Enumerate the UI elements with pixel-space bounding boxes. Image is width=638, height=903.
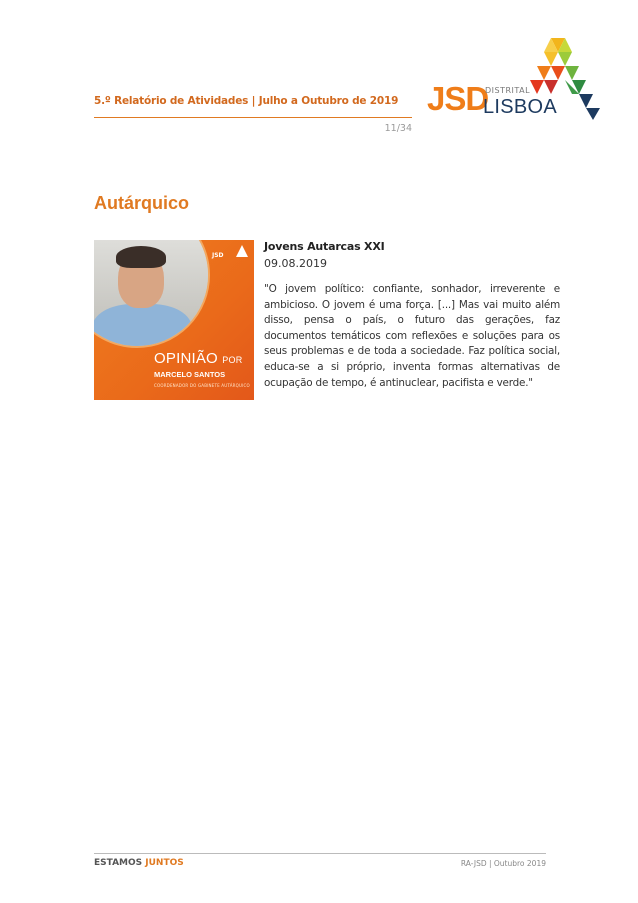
footer-slogan — [94, 858, 184, 868]
article-thumbnail — [94, 240, 254, 400]
logo-jsd-text: JSD — [427, 80, 489, 117]
thumbnail-opiniao-label: OPINIÃO — [154, 350, 218, 367]
page-number: 11/34 — [384, 123, 412, 134]
header-divider — [94, 117, 412, 118]
thumbnail-opiniao — [154, 350, 242, 367]
jsd-lisboa-logo — [425, 38, 605, 123]
report-title: 5.º Relatório de Atividades | Julho a Outubro de 2019 — [94, 95, 399, 107]
footer-slogan-main: ESTAMOS — [94, 858, 143, 868]
logo-lisboa-text: LISBOA — [483, 96, 558, 118]
thumbnail-triangle-icon — [236, 245, 248, 257]
section-title: Autárquico — [94, 193, 190, 213]
article-date: 09.08.2019 — [264, 257, 327, 270]
footer-reference: RA-JSD | Outubro 2019 — [460, 859, 546, 868]
thumbnail-author-name: MARCELO SANTOS — [154, 370, 226, 379]
footer-divider — [94, 853, 546, 854]
footer-slogan-accent: JUNTOS — [145, 858, 184, 868]
article-title: Jovens Autarcas XXI — [264, 240, 385, 253]
logo-distrital-text: DISTRITAL — [485, 86, 531, 95]
article-body: "O jovem político: confiante, sonhador, irreverente e ambicioso. O jovem é uma força. [...] Mas vai muito além disso, pensa o país, o futuro das gerações, faz documentos temáticos com reflexões e soluções para os seus problemas e de toda a sociedade. Faz política social, educa-se a si próprio, inventa formas alternativas de ocupação de tempo, é antinuclear, pacifista e verde." — [264, 283, 560, 389]
thumbnail-logo-text: JSD — [212, 252, 224, 259]
thumbnail-author-role: COORDENADOR DO GABINETE AUTÁRQUICO — [154, 383, 250, 388]
portrait-photo — [94, 240, 210, 348]
thumbnail-por-label: POR — [222, 355, 243, 365]
